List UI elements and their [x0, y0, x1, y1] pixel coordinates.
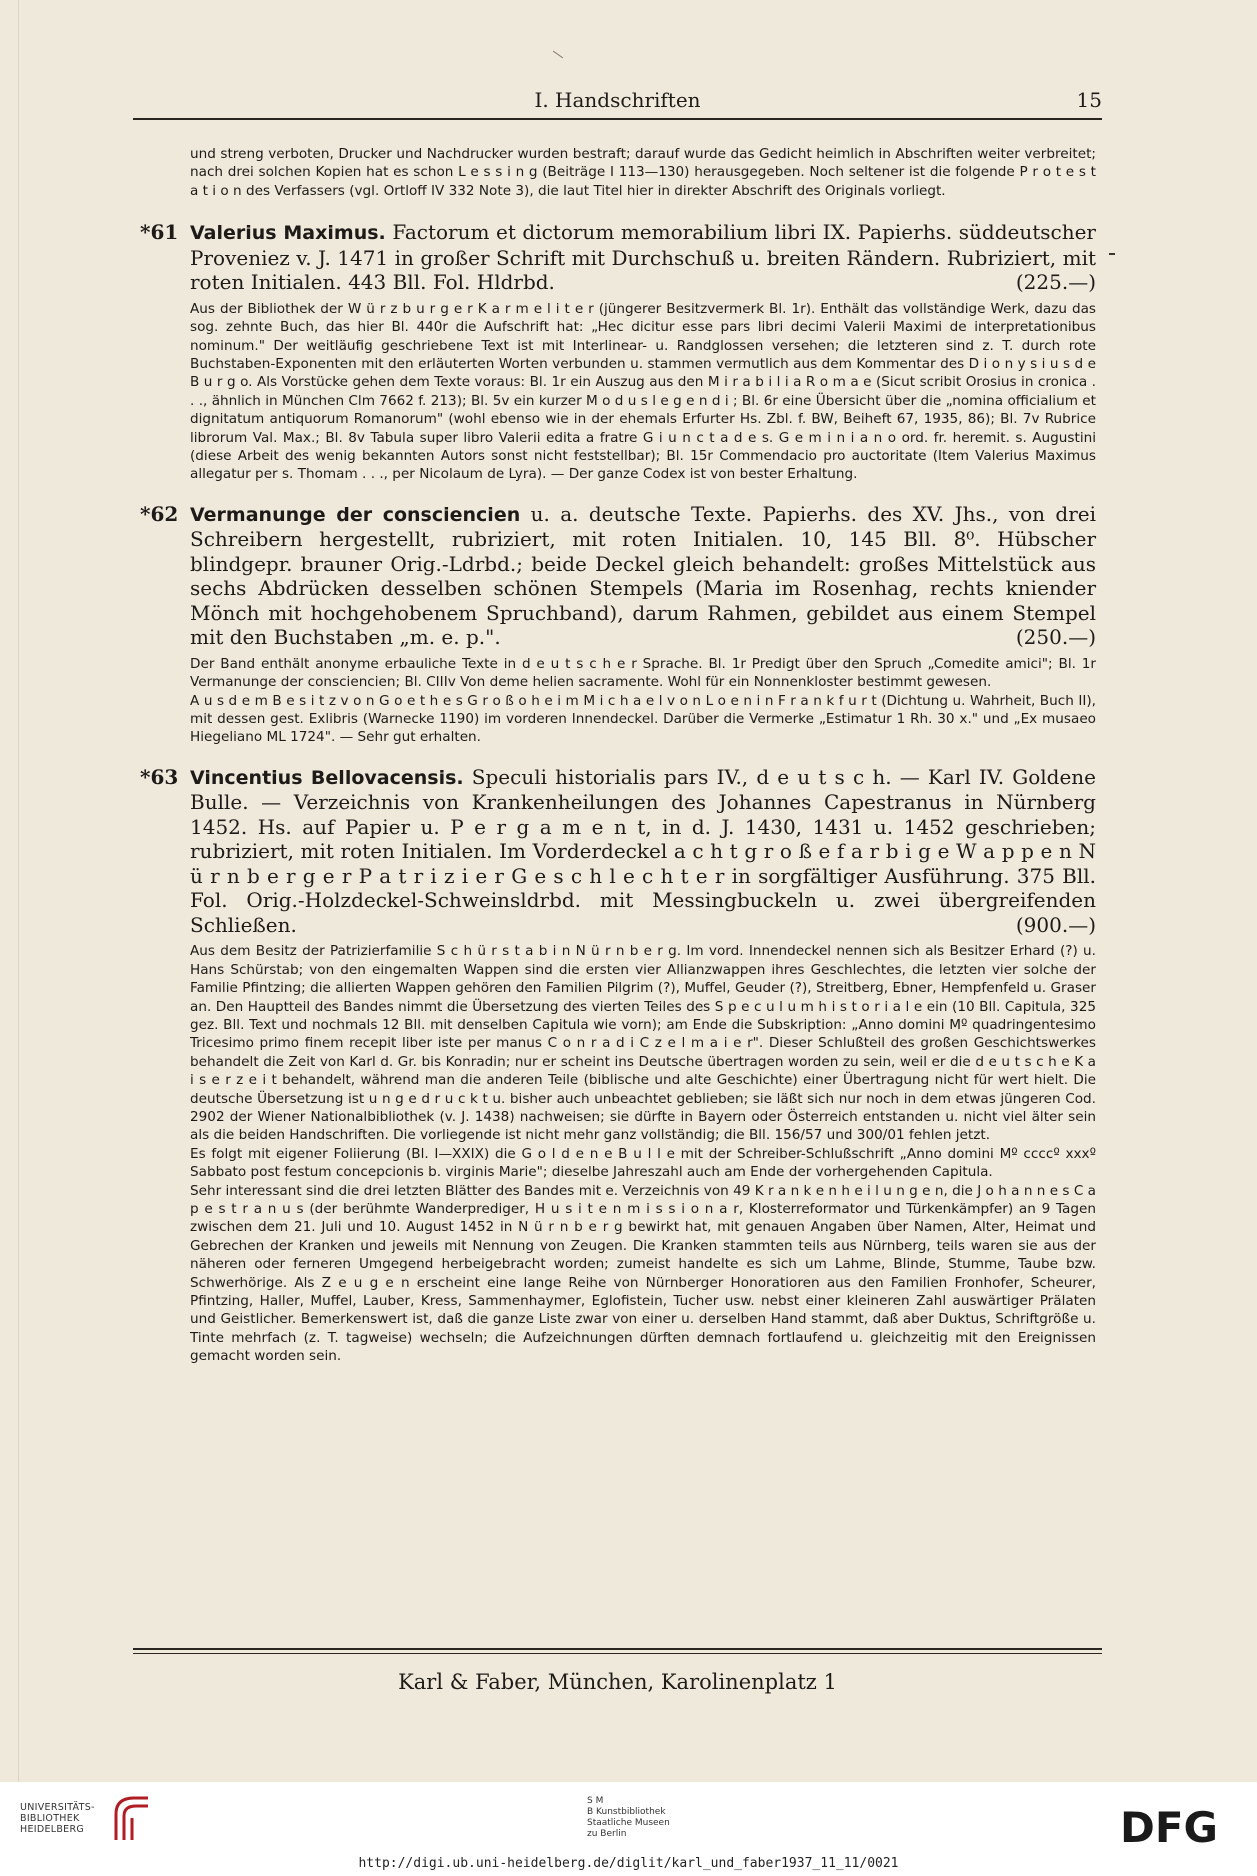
entry-note: Aus dem Besitz der Patrizierfamilie S c h ü r s t a b i n N ü r n b e r g. Im vord. Innendeckel nennen sich als Besitzer Erhard (?) u. Hans Schürstab; von den eingemalten Wappen sind die ersten vier Allianzwappen ihres Geschlechtes, die letzten vier solche der Familie Pfintzing; die allierten Wappen gehören den Familien Pilgrim (?), Muffel, Geuder (?), Streitberg, Ebner, Hempfenfeld u. Graser an. Den Hauptteil des Bandes nimmt die Übersetzung des vierten Teiles des S p e c u l u m h i s t o r i a l e ein (10 Bll. Capitula, 325 gez. Bll. Text und nochmals 12 Bll. mit denselben Capitula wie vorn); am Ende die Subskription: „Anno domini Mº quadringentesimo Tricesimo primo finem recepit liber iste per manus C o n r a d i C z e l m a i e r". Dieser Schlußteil des großen Geschichtswerkes behandelt die Zeit von Karl d. Gr. bis Konradin; nur er scheint ins Deutsche übertragen worden zu sein, weil er die d e u t s c h e K a i s e r z e i t behandelt, während man die anderen Teile (biblische und alte Geschichte) einer Übertragung nicht für wert hielt. Die deutsche Übersetzung ist u n g e d r u c k t u. bisher auch unbeachtet geblieben; sie läßt sich nur noch in dem etwas jüngeren Cod. 2902 der Wiener Nationalbibliothek (v. J. 1438) nachweisen; sie dürfte in Bayern oder Österreich entstanden u. nicht viel älter sein als die beiden Handschriften. Die vorliegende ist nicht mehr ganz vollständig; die Bll. 156/57 und 300/01 fehlen jetzt.	[190, 943, 1096, 1144]
stamp-line: zu Berlin	[587, 1829, 627, 1839]
catalogue-entry-61	[140, 220, 1096, 484]
permalink-url[interactable]: http://digi.ub.uni-heidelberg.de/diglit/karl_und_faber1937_11_11/0021	[358, 1856, 899, 1871]
entry-note: Aus der Bibliothek der W ü r z b u r g e r K a r m e l i t e r (jüngerer Besitzvermerk Bl. 1r). Enthält das vollständige Werk, dazu das sog. zehnte Buch, das hier Bl. 440r die Aufschrift hat: „Hec dicitur esse pars libri decimi Valerii Maximi de interpretationibus nominum." Der weitläufig geschriebene Text ist mit Interlinear- u. Randglossen versehen; die letzteren sind z. T. durch rote Buchstaben-Exponenten mit den erläuterten Worten verbunden u. stammen vermutlich aus dem Kommentar des D i o n y s i u s d e B u r g o. Als Vorstücke gehen dem Texte voraus: Bl. 1r ein Auszug aus den M i r a b i l i a R o m a e (Sicut scribit Orosius in cronica . . ., ähnlich in München Clm 7662 f. 213); Bl. 5v ein kurzer M o d u s l e g e n d i ; Bl. 6r eine Übersicht über die „nomina officialium et dignitatum antiquorum Romanorum" (wohl ebenso wie in der ehemals Erfurter Hs. Zbl. f. BW, Beiheft 67, 1935, 86); Bl. 7v Rubrice librorum Val. Max.; Bl. 8v Tabula super libro Valerii edita a fratre G i u n c t a d e s. G e m i n i a n o ord. fr. heremit. s. Augustini (diese Arbeit des wenig bekannten Autors sonst nicht feststellbar); Bl. 15r Commendacio pro auctoritate (Item Valerius Maximus allegatur per s. Thomam . . ., per Nicolaum de Lyra). — Der ganze Codex ist von bester Erhaltung.	[190, 300, 1096, 483]
entry-author: Vincentius Bellovacensis.	[190, 766, 464, 789]
entry-price: (250.—)	[1015, 625, 1096, 650]
entry-price: (225.—)	[1015, 270, 1096, 295]
university-library-label[interactable]	[20, 1802, 120, 1835]
provenance-stamp	[587, 1796, 717, 1840]
catalogue-entry-62	[140, 501, 1096, 747]
intro-note: und streng verboten, Drucker und Nachdrucker wurden bestraft; darauf wurde das Gedicht heimlich in Abschriften weiter verbreitet; nach drei solchen Kopien hat es schon L e s s i n g (Beiträge I 113—130) herausgegeben. Noch seltener ist die folgende P r o t e s t a t i o n des Verfassers (vgl. Ortloff IV 332 Note 3), die laut Titel hier in direkter Abschrift des Originals vorliegt.	[190, 146, 1096, 199]
entry-author: Vermanunge der consciencien	[190, 503, 521, 526]
entry-heading	[190, 502, 1096, 650]
publisher-imprint: Karl & Faber, München, Karolinenplatz 1	[398, 1670, 837, 1694]
footer-rule	[133, 1648, 1102, 1650]
digitization-strip	[0, 1782, 1257, 1876]
margin-dash	[1109, 253, 1115, 255]
page-number: 15	[1076, 88, 1102, 112]
dfg-logo-icon[interactable]	[1120, 1806, 1230, 1846]
entry-note: A u s d e m B e s i t z v o n G o e t h e s G r o ß o h e i m M i c h a e l v o n L o e n i n F r a n k f u r t (Dichtung u. Wahrheit, Buch II), mit dessen gest. Exlibris (Warnecke 1190) im vorderen Innendeckel. Darüber die Vermerke „Estimatur 1 Rh. 30 x." und „Ex musaeo Hiegeliano ML 1724". — Sehr gut erhalten.	[190, 692, 1096, 746]
entry-note: Der Band enthält anonyme erbauliche Texte in d e u t s c h e r Sprache. Bl. 1r Predigt über den Spruch „Comedite amici"; Bl. 1r Vermanunge der consciencien; Bl. CIIIv Von deme helien sacramente. Wohl für ein Nonnenkloster bestimmt gewesen.	[190, 655, 1096, 691]
entry-price: (900.—)	[1015, 912, 1096, 937]
stamp-line: Staatliche Museen	[587, 1818, 670, 1828]
stamp-line: S M	[587, 1796, 604, 1806]
stray-mark	[553, 51, 563, 59]
entry-note: Es folgt mit eigener Foliierung (Bl. I—XXIX) die G o l d e n e B u l l e mit der Schreiber-Schlußschrift „Anno domini Mº ccccº xxxº Sabbato post festum concepcionis b. virginis Marie"; dieselbe Jahreszahl auch am Ende der vorhergehenden Capitula.	[190, 1145, 1096, 1181]
entry-number: *63	[140, 764, 179, 789]
entry-description: u. a. deutsche Texte. Papierhs. des XV. Jhs., von drei Schreibern hergestellt, rubriziert, mit roten Initialen. 10, 145 Bll. 8⁰. Hübscher blindgepr. brauner Orig.-Ldrbd.; beide Deckel gleich behandelt: großes Mittelstück aus sechs Abdrücken desselben schönen Stempels (Maria im Rosenhag, rechts kniender Mönch mit hochgehobenem Spruchband), darum Rahmen, gebildet aus einem Stempel mit den Buchstaben „m. e. p.".	[190, 501, 1096, 650]
dfg-logo-text: DFG	[1120, 1806, 1219, 1846]
entry-description: Speculi historialis pars IV., d e u t s c h. — Karl IV. Goldene Bulle. — Verzeichnis von Krankenheilungen des Johannes Capestranus in Nürnberg 1452. Hs. auf Papier u. P e r g a m e n t, in d. J. 1430, 1431 u. 1452 geschrieben; rubriziert, mit roten Initialen. Im Vorderdeckel a c h t g r o ß e f a r b i g e W a p p e n N ü r n b e r g e r P a t r i z i e r G e s c h l e c h t e r in sorgfältiger Ausführung. 375 Bll. Fol. Orig.-Holzdeckel-Schweinsldrbd. mit Messingbuckeln u. zwei übergreifenden Schließen.	[190, 764, 1097, 937]
university-line: HEIDELBERG	[20, 1824, 85, 1835]
entry-number: *62	[140, 501, 179, 526]
entry-note: Sehr interessant sind die drei letzten Blätter des Bandes mit e. Verzeichnis von 49 K r a n k e n h e i l u n g e n, die J o h a n n e s C a p e s t r a n u s (der berühmte Wanderprediger, H u s i t e n m i s s i o n a r, Klosterreformator und Türkenkämpfer) an 9 Tagen zwischen dem 21. Juli und 10. August 1452 in N ü r n b e r g bewirkt hat, mit genauen Angaben über Namen, Alter, Heimat und Gebrechen der Kranken und jeweils mit Nennung von Zeugen. Die Kranken stammten teils aus Nürnberg, teils waren sie aus der näheren oder ferneren Umgegend herbeigebracht worden; zumeist handelte es sich um Lahme, Blinde, Stumme, Taube bzw. Schwerhörige. Als Z e u g e n erscheint eine lange Reihe von Nürnberger Honoratioren aus den Familien Fronhofer, Scheurer, Pfintzing, Haller, Muffel, Lauber, Kress, Sammenhaymer, Eglofistein, Tucher usw. nebst einer kleineren Zahl auswärtiger Prälaten und Geistlicher. Bemerkenswert ist, daß die ganze Liste zwar von einer u. derselben Hand stammt, daß aber Duktus, Schriftgröße u. Tinte mehrfach (z. T. tagweise) wechseln; die Aufzeichnungen dürften demnach fortlaufend u. gleichzeitig mit den Ereignissen gemacht worden sein.	[190, 1182, 1096, 1365]
entry-number: *61	[140, 220, 179, 245]
footer-rule-thin	[133, 1653, 1102, 1654]
section-title: I. Handschriften	[534, 88, 701, 112]
entry-author: Valerius Maximus.	[190, 222, 386, 245]
stamp-line: B Kunstbibliothek	[587, 1807, 666, 1817]
catalogue-entry-63	[140, 764, 1097, 1366]
entry-description: Factorum et dictorum memorabilium libri IX. Papierhs. süddeutscher Proveniez v. J. 1471 in großer Schrift mit Durchschuß u. breiten Rändern. Rubriziert, mit roten Initialen. 443 Bll. Fol. Hldrbd.	[190, 220, 1096, 295]
heidelberg-logo-icon[interactable]	[112, 1794, 152, 1844]
entry-heading	[190, 765, 1096, 938]
university-line: UNIVERSITÄTS-	[20, 1802, 95, 1813]
running-head	[133, 84, 1102, 120]
university-line: BIBLIOTHEK	[20, 1813, 80, 1824]
catalogue-body	[140, 145, 1097, 1384]
entry-heading	[190, 220, 1096, 295]
